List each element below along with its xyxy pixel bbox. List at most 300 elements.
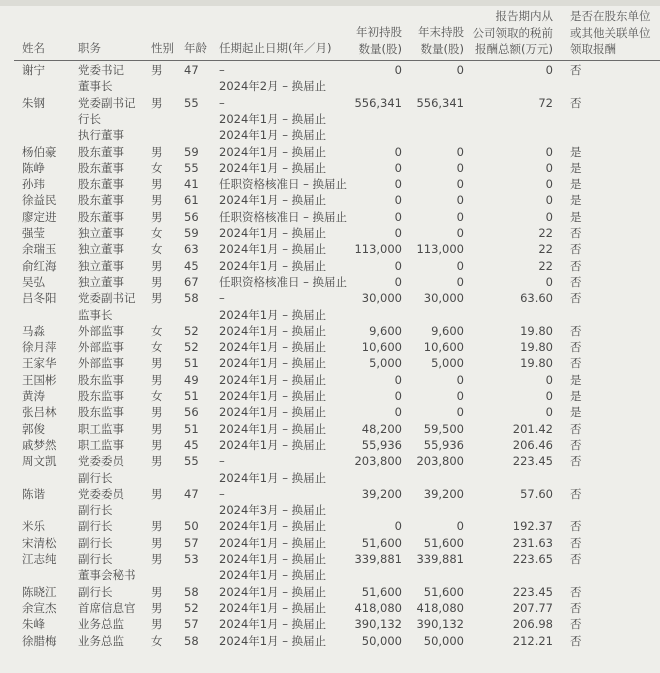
table-row [0,470,660,486]
cell-name: 马淼 [22,323,45,338]
table-row [0,453,660,469]
table-row [0,616,660,632]
cell-term: 2024年1月 – 换届止 [219,340,327,355]
cell-term: – [219,63,225,77]
cell-shares-end: 0 [456,63,464,77]
header-shares-end: 年末持股 数量(股) [418,25,464,56]
cell-shares-end: 5,000 [431,356,464,371]
cell-name: 黄涛 [22,389,45,403]
cell-age: 59 [184,144,199,159]
table-row [0,192,660,208]
cell-pay: 0 [545,209,553,224]
cell-term: 2024年1月 – 换届止 [219,128,327,143]
cell-title: 党委副书记 [78,291,136,306]
cell-age: 53 [184,552,199,566]
cell-title: 独立董事 [78,226,124,240]
cell-gender: 男 [151,535,163,550]
cell-age: 58 [184,633,199,648]
cell-age: 59 [184,226,199,240]
table-row [0,355,660,371]
cell-shares-start: 39,200 [361,486,402,501]
cell-age: 52 [184,600,199,615]
cell-name: 周文凯 [22,454,57,469]
cell-pay: 207.77 [512,600,553,615]
table-row [0,535,660,551]
cell-shares-start: 0 [394,63,402,77]
cell-title: 职工监事 [78,421,124,436]
cell-age: 58 [184,291,199,306]
cell-name: 张吕林 [22,405,57,420]
cell-shares-end: 9,600 [431,323,464,338]
cell-shares-start: 0 [394,519,402,534]
cell-term: 任职资格核准日 – 换届止 [219,274,348,289]
cell-gender: 男 [151,177,163,192]
table-row [0,209,660,225]
cell-gender: 男 [151,144,163,159]
cell-related: 否 [570,340,582,355]
cell-shares-end: 50,000 [423,633,464,648]
cell-shares-end: 0 [456,372,464,387]
table-row [0,600,660,616]
cell-term: 2024年1月 – 换届止 [219,568,327,583]
cell-title: 股东董事 [78,160,124,175]
cell-term: – [219,95,225,110]
cell-gender: 女 [151,226,163,240]
cell-pay: 206.46 [512,437,553,452]
cell-shares-start: 10,600 [361,340,402,355]
cell-age: 41 [184,177,199,192]
cell-title: 党委书记 [78,63,124,77]
cell-shares-end: 0 [456,389,464,403]
cell-shares-start: 55,936 [361,437,402,452]
cell-related: 是 [570,160,582,175]
cell-age: 55 [184,160,199,175]
cell-shares-end: 0 [456,209,464,224]
cell-term: 2024年1月 – 换届止 [219,633,327,648]
cell-name: 郭俊 [22,421,45,436]
cell-title: 董事会秘书 [78,568,136,583]
cell-pay: 0 [545,274,553,289]
cell-related: 否 [570,600,582,615]
table-row [0,258,660,274]
header-related: 是否在股东单位 或其他关联单位 领取报酬 [570,9,651,56]
cell-gender: 男 [151,405,163,420]
cell-term: 2024年1月 – 换届止 [219,144,327,159]
cell-shares-start: 5,000 [369,356,402,371]
cell-related: 是 [570,389,582,403]
cell-term: 2024年2月 – 换届止 [219,79,327,94]
cell-term: – [219,486,225,501]
cell-shares-end: 203,800 [416,454,464,469]
cell-title: 股东董事 [78,193,124,208]
cell-name: 王国彬 [22,372,57,387]
cell-shares-start: 0 [394,405,402,420]
cell-shares-start: 51,600 [361,535,402,550]
cell-gender: 男 [151,63,163,77]
cell-gender: 男 [151,372,163,387]
cell-related: 是 [570,405,582,420]
cell-shares-end: 339,881 [416,552,464,566]
cell-term: 2024年1月 – 换届止 [219,356,327,371]
header-age: 年龄 [184,41,207,55]
cell-pay: 0 [545,372,553,387]
cell-shares-end: 0 [456,405,464,420]
cell-shares-start: 418,080 [354,600,402,615]
cell-name: 孙玮 [22,177,45,192]
cell-term: 2024年1月 – 换届止 [219,160,327,175]
cell-title: 外部监事 [78,356,124,371]
cell-title: 独立董事 [78,274,124,289]
cell-age: 52 [184,340,199,355]
cell-gender: 女 [151,242,163,257]
cell-age: 47 [184,486,199,501]
cell-pay: 22 [538,242,553,257]
cell-gender: 女 [151,389,163,403]
cell-related: 否 [570,226,582,240]
cell-term: 任职资格核准日 – 换届止 [219,177,348,192]
header-name: 姓名 [22,41,45,55]
cell-term: 2024年1月 – 换届止 [219,307,327,322]
table-row [0,421,660,437]
cell-shares-start: 51,600 [361,584,402,599]
table-row [0,127,660,143]
cell-name: 宋清松 [22,535,57,550]
cell-age: 45 [184,437,199,452]
cell-term: 2024年1月 – 换届止 [219,372,327,387]
cell-name: 杨伯豪 [22,144,57,159]
cell-shares-start: 0 [394,177,402,192]
cell-name: 吴弘 [22,274,45,289]
cell-title: 党委委员 [78,454,124,469]
table-row [0,633,660,649]
table-row [0,111,660,127]
cell-gender: 女 [151,340,163,355]
cell-title: 党委副书记 [78,95,136,110]
cell-title: 业务总监 [78,633,124,648]
table-row [0,95,660,111]
cell-shares-end: 55,936 [423,437,464,452]
table-row [0,323,660,339]
table-row [0,144,660,160]
table-row [0,502,660,518]
cell-title: 股东监事 [78,372,124,387]
cell-pay: 0 [545,405,553,420]
cell-title: 股东监事 [78,389,124,403]
cell-pay: 0 [545,177,553,192]
cell-shares-end: 390,132 [416,617,464,632]
cell-shares-end: 0 [456,519,464,534]
table-row [0,339,660,355]
cell-related: 否 [570,242,582,257]
header-shares-start: 年初持股 数量(股) [356,25,402,56]
header-rule [14,60,660,61]
cell-name: 谢宁 [22,63,45,77]
cell-shares-start: 0 [394,209,402,224]
cell-related: 否 [570,437,582,452]
cell-term: 2024年1月 – 换届止 [219,470,327,485]
cell-shares-start: 556,341 [354,95,402,110]
cell-gender: 女 [151,160,163,175]
cell-related: 是 [570,177,582,192]
cell-age: 61 [184,193,199,208]
cell-gender: 男 [151,552,163,566]
cell-pay: 63.60 [520,291,553,306]
cell-title: 外部监事 [78,340,124,355]
cell-gender: 男 [151,519,163,534]
cell-name: 朱钢 [22,95,45,110]
cell-shares-start: 203,800 [354,454,402,469]
header-gender: 性别 [151,41,174,55]
cell-age: 57 [184,535,199,550]
cell-pay: 0 [545,193,553,208]
cell-shares-end: 0 [456,160,464,175]
cell-gender: 男 [151,600,163,615]
cell-pay: 19.80 [520,340,553,355]
cell-term: 任职资格核准日 – 换届止 [219,209,348,224]
cell-shares-start: 0 [394,226,402,240]
cell-shares-end: 0 [456,258,464,273]
table-row [0,78,660,94]
cell-title: 股东监事 [78,405,124,420]
cell-term: 2024年1月 – 换届止 [219,421,327,436]
cell-title: 独立董事 [78,258,124,273]
cell-gender: 男 [151,209,163,224]
cell-age: 51 [184,421,199,436]
cell-gender: 男 [151,95,163,110]
cell-related: 否 [570,95,582,110]
cell-pay: 192.37 [512,519,553,534]
cell-shares-start: 339,881 [354,552,402,566]
cell-related: 否 [570,552,582,566]
cell-related: 否 [570,356,582,371]
cell-shares-end: 51,600 [423,584,464,599]
cell-related: 是 [570,193,582,208]
cell-term: 2024年1月 – 换届止 [219,535,327,550]
cell-name: 徐腊梅 [22,633,57,648]
cell-pay: 206.98 [512,617,553,632]
cell-shares-end: 556,341 [416,95,464,110]
cell-term: 2024年1月 – 换届止 [219,226,327,240]
cell-age: 52 [184,323,199,338]
cell-term: 2024年1月 – 换届止 [219,437,327,452]
cell-title: 股东董事 [78,209,124,224]
cell-pay: 0 [545,144,553,159]
cell-shares-end: 0 [456,144,464,159]
cell-pay: 201.42 [512,421,553,436]
cell-name: 米乐 [22,519,45,534]
cell-related: 否 [570,421,582,436]
cell-shares-start: 0 [394,193,402,208]
cell-name: 俞红海 [22,258,57,273]
cell-shares-start: 48,200 [361,421,402,436]
cell-title: 副行长 [78,584,113,599]
cell-name: 余瑞玉 [22,242,57,257]
cell-pay: 19.80 [520,356,553,371]
header-pay: 报告期内从 公司领取的税前 报酬总额(万元) [472,9,553,56]
cell-shares-end: 59,500 [423,421,464,436]
cell-term: 2024年1月 – 换届止 [219,323,327,338]
cell-related: 否 [570,486,582,501]
cell-title: 副行长 [78,535,113,550]
cell-gender: 男 [151,258,163,273]
table-row [0,567,660,583]
cell-age: 67 [184,274,199,289]
cell-shares-start: 50,000 [361,633,402,648]
cell-gender: 男 [151,437,163,452]
cell-name: 王家华 [22,356,57,371]
cell-related: 否 [570,519,582,534]
cell-term: 2024年3月 – 换届止 [219,503,327,518]
cell-term: 2024年1月 – 换届止 [219,519,327,534]
cell-age: 49 [184,372,199,387]
cell-related: 否 [570,291,582,306]
cell-name: 强莹 [22,226,45,240]
cell-related: 否 [570,617,582,632]
cell-shares-start: 0 [394,160,402,175]
cell-pay: 19.80 [520,323,553,338]
cell-term: 2024年1月 – 换届止 [219,111,327,126]
table-row [0,176,660,192]
cell-title: 首席信息官 [78,600,136,615]
cell-title: 外部监事 [78,323,124,338]
cell-gender: 男 [151,584,163,599]
cell-title: 董事长 [78,79,113,94]
table-row [0,307,660,323]
cell-name: 陈谐 [22,486,45,501]
cell-title: 副行长 [78,519,113,534]
cell-term: 2024年1月 – 换届止 [219,617,327,632]
cell-age: 58 [184,584,199,599]
cell-gender: 男 [151,454,163,469]
header-title: 职务 [78,41,101,55]
cell-name: 廖定进 [22,209,57,224]
cell-pay: 72 [538,95,553,110]
cell-age: 45 [184,258,199,273]
cell-gender: 男 [151,356,163,371]
cell-related: 是 [570,144,582,159]
cell-shares-start: 9,600 [369,323,402,338]
table-row [0,62,660,78]
cell-shares-end: 0 [456,226,464,240]
cell-shares-start: 0 [394,144,402,159]
cell-title: 独立董事 [78,242,124,257]
cell-shares-end: 30,000 [423,291,464,306]
table-row [0,241,660,257]
table-row [0,160,660,176]
cell-pay: 0 [545,389,553,403]
table-row [0,290,660,306]
cell-shares-end: 0 [456,177,464,192]
cell-related: 否 [570,454,582,469]
cell-pay: 22 [538,258,553,273]
cell-title: 业务总监 [78,617,124,632]
cell-age: 55 [184,95,199,110]
table-row [0,225,660,241]
cell-title: 党委委员 [78,486,124,501]
cell-title: 副行长 [78,503,113,518]
cell-term: – [219,291,225,306]
cell-shares-end: 113,000 [416,242,464,257]
cell-related: 否 [570,258,582,273]
table-row [0,584,660,600]
table-row [0,372,660,388]
cell-age: 56 [184,405,199,420]
cell-age: 47 [184,63,199,77]
cell-title: 股东董事 [78,144,124,159]
cell-age: 55 [184,454,199,469]
cell-shares-start: 390,132 [354,617,402,632]
cell-term: 2024年1月 – 换届止 [219,258,327,273]
cell-pay: 231.63 [512,535,553,550]
cell-gender: 男 [151,617,163,632]
cell-age: 56 [184,209,199,224]
cell-related: 是 [570,372,582,387]
table-row [0,518,660,534]
cell-pay: 212.21 [512,633,553,648]
table-row [0,388,660,404]
cell-title: 职工监事 [78,437,124,452]
cell-shares-end: 51,600 [423,535,464,550]
cell-gender: 男 [151,486,163,501]
cell-title: 监事长 [78,307,113,322]
cell-shares-end: 10,600 [423,340,464,355]
cell-term: 2024年1月 – 换届止 [219,405,327,420]
cell-shares-start: 0 [394,372,402,387]
cell-pay: 223.45 [512,584,553,599]
cell-term: 2024年1月 – 换届止 [219,584,327,599]
cell-age: 51 [184,356,199,371]
cell-age: 50 [184,519,199,534]
cell-name: 吕冬阳 [22,291,57,306]
cell-gender: 女 [151,633,163,648]
table-row [0,486,660,502]
cell-shares-end: 0 [456,274,464,289]
cell-name: 戚梦然 [22,437,57,452]
cell-shares-end: 39,200 [423,486,464,501]
cell-term: 2024年1月 – 换届止 [219,600,327,615]
cell-gender: 男 [151,193,163,208]
table-row [0,274,660,290]
cell-related: 否 [570,323,582,338]
cell-name: 朱峰 [22,617,45,632]
header-term: 任期起止日期(年／月) [219,41,332,55]
cell-gender: 男 [151,274,163,289]
cell-gender: 男 [151,291,163,306]
cell-age: 63 [184,242,199,257]
cell-name: 徐月萍 [22,340,57,355]
cell-shares-start: 30,000 [361,291,402,306]
cell-term: 2024年1月 – 换届止 [219,242,327,257]
cell-shares-end: 418,080 [416,600,464,615]
cell-term: 2024年1月 – 换届止 [219,389,327,403]
cell-shares-start: 113,000 [354,242,402,257]
cell-related: 否 [570,633,582,648]
cell-name: 陈峥 [22,160,45,175]
table-row [0,551,660,567]
cell-name: 江志纯 [22,552,57,566]
cell-related: 否 [570,535,582,550]
cell-shares-start: 0 [394,389,402,403]
cell-term: – [219,454,225,469]
cell-term: 2024年1月 – 换届止 [219,552,327,566]
table-row [0,437,660,453]
cell-name: 徐益民 [22,193,57,208]
table-row [0,404,660,420]
cell-pay: 223.45 [512,454,553,469]
cell-related: 否 [570,274,582,289]
cell-title: 执行董事 [78,128,124,143]
cell-name: 余宣杰 [22,600,57,615]
